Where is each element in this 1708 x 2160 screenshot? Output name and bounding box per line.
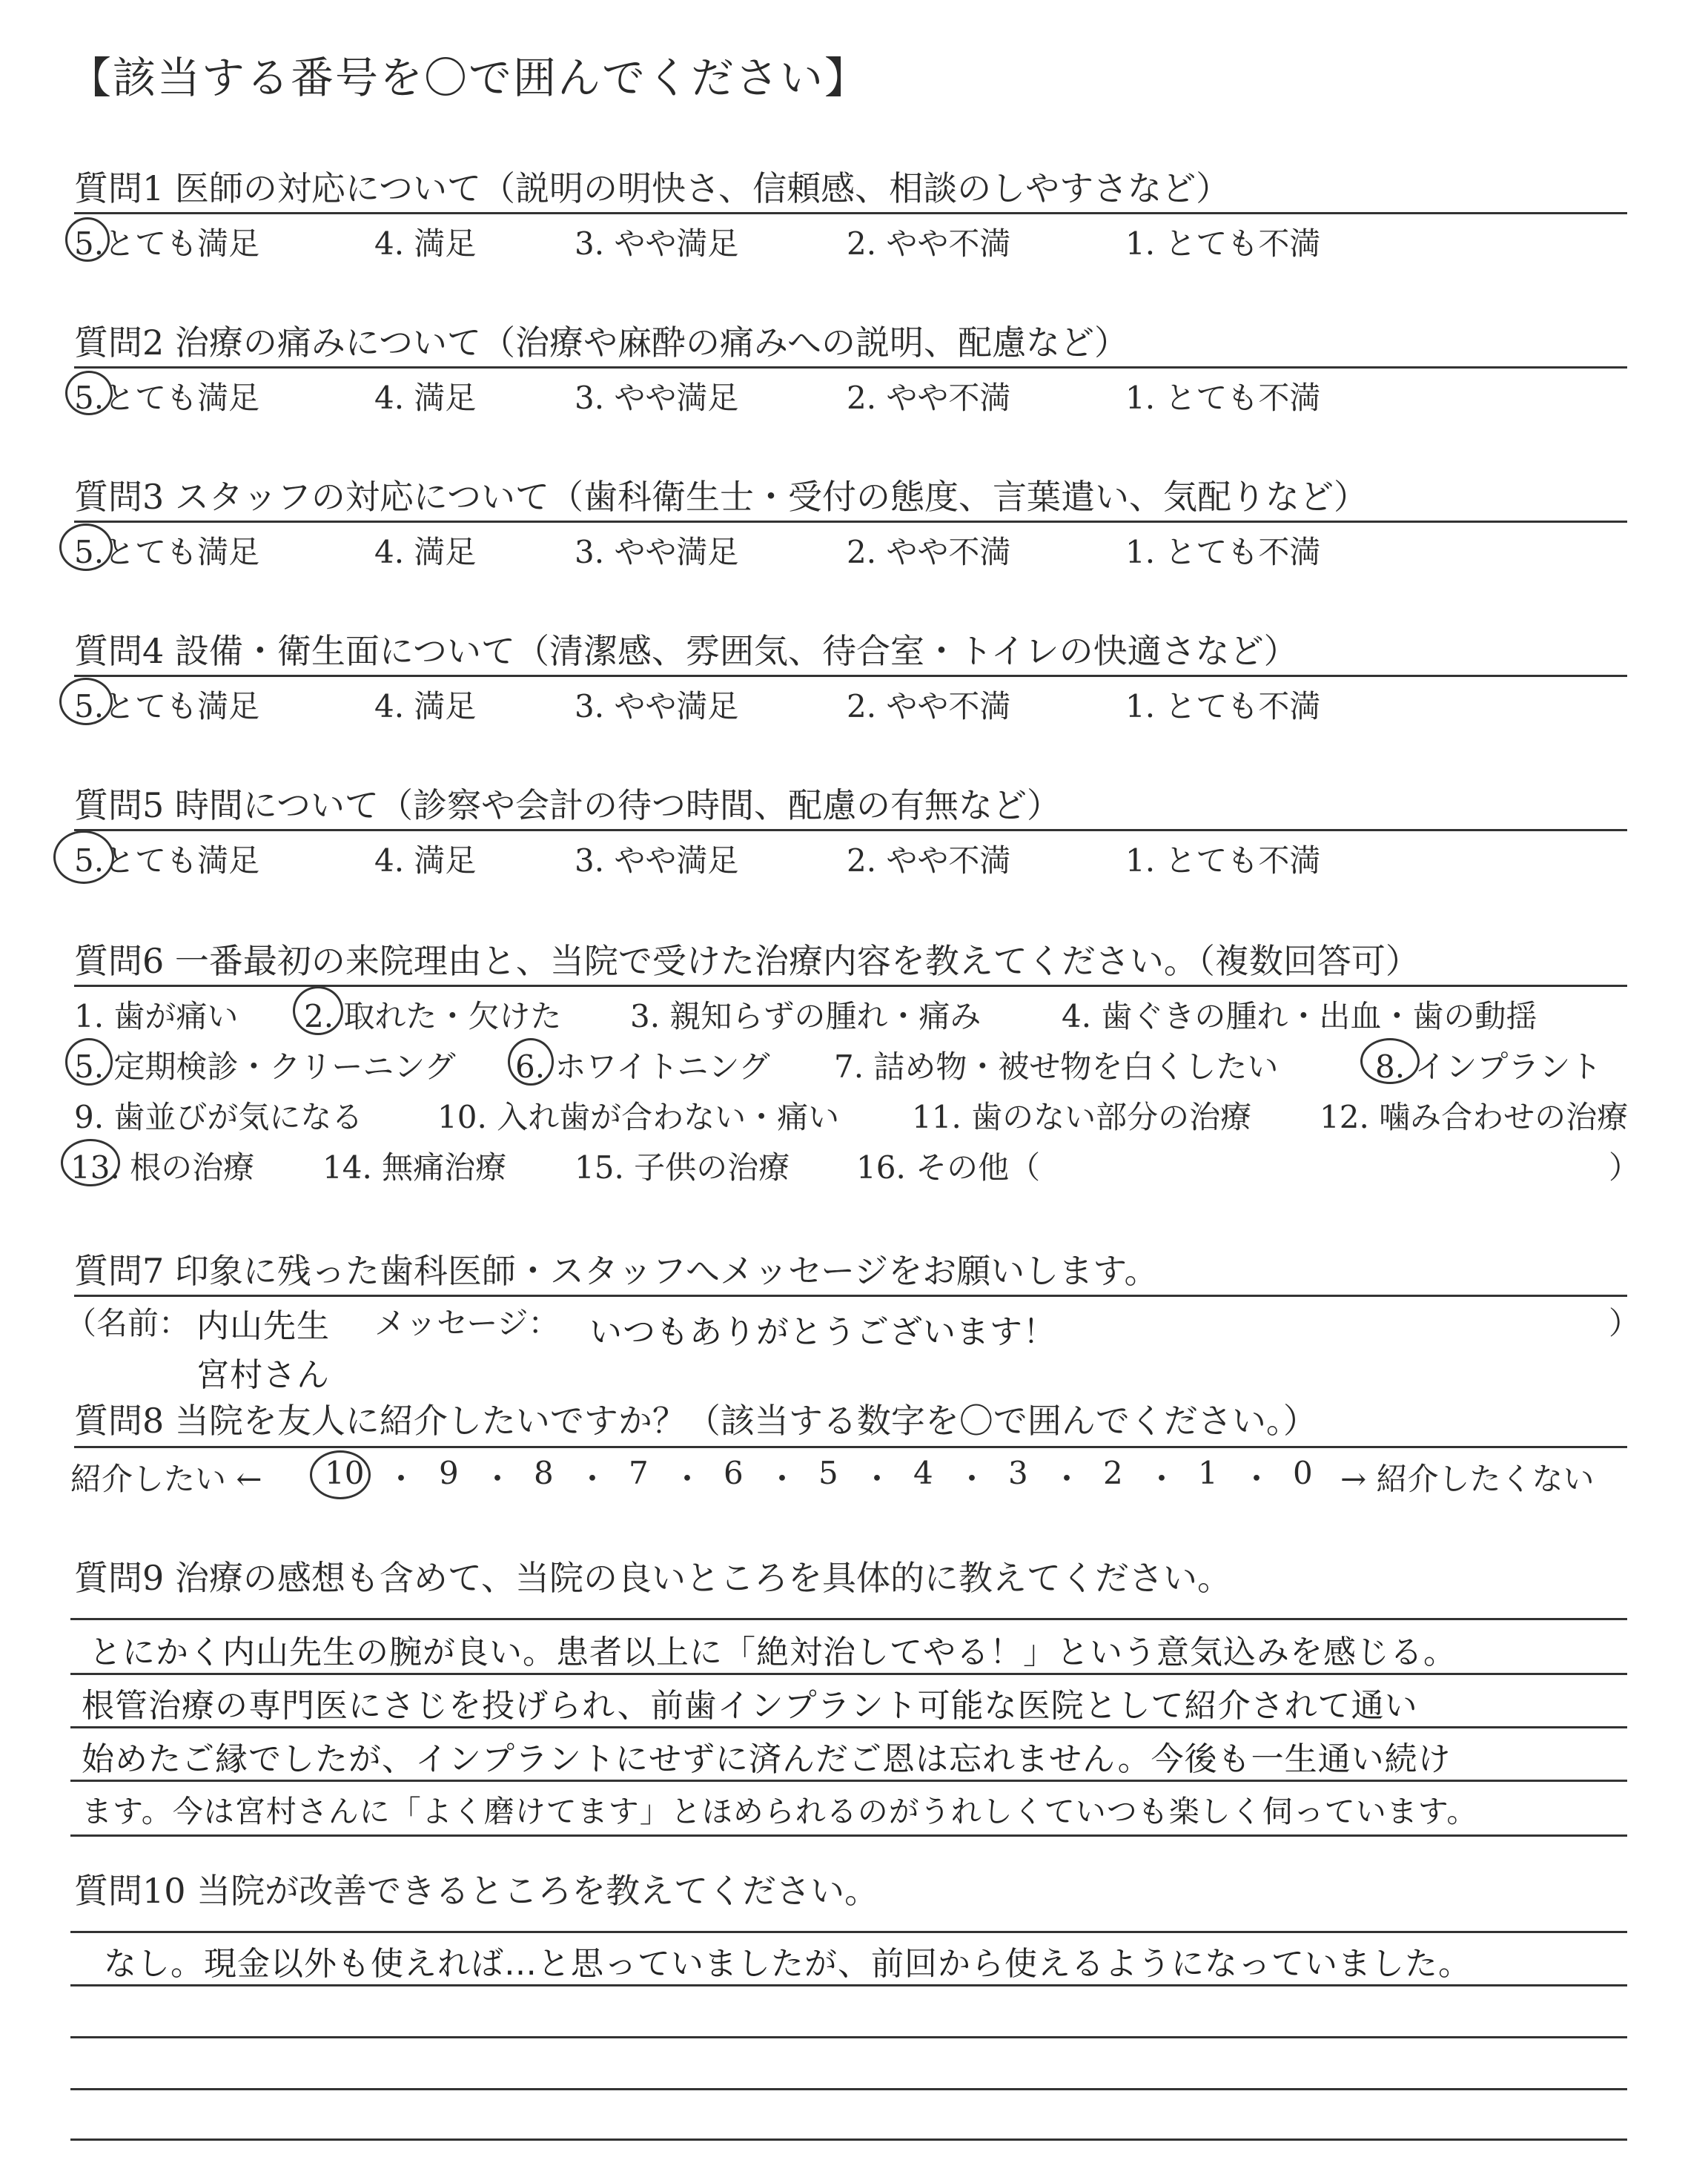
q6-option-16[interactable]: 16. その他（ [856, 1149, 1041, 1186]
q6-option-8[interactable]: 8. インプラント [1375, 1048, 1602, 1085]
q9-rule-1 [70, 1618, 1627, 1620]
q9-title: 質問9 治療の感想も含めて、当院の良いところを具体的に教えてください。 [74, 1558, 1231, 1598]
q6-option-14[interactable]: 14. 無痛治療 [322, 1149, 507, 1186]
q5-option-4[interactable]: 4. 満足 [374, 842, 477, 879]
q5-title: 質問5 時間について（診察や会計の待つ時間、配慮の有無など） [74, 785, 1061, 825]
q8-score-5[interactable]: 5 [818, 1455, 838, 1491]
q7-title: 質問7 印象に残った歯科医師・スタッフへメッセージをお願いします。 [74, 1251, 1159, 1291]
q9-rule-5 [70, 1834, 1627, 1837]
q9-answer-line-2[interactable]: 根管治療の専門医にさじを投げられ、前歯インプラント可能な医院として紹介されて通い [82, 1687, 1418, 1725]
q6-other-close-paren: ） [1609, 1149, 1641, 1186]
q8-separator: ・ [956, 1461, 988, 1497]
q3-option-4[interactable]: 4. 満足 [374, 534, 477, 570]
q2-option-3[interactable]: 3. やや満足 [575, 380, 739, 416]
q7-message-value[interactable]: いつもありがとうございます！ [589, 1313, 1056, 1351]
q8-score-1[interactable]: 1 [1198, 1455, 1218, 1491]
q8-separator: ・ [767, 1461, 798, 1497]
q8-separator: ・ [1241, 1461, 1273, 1497]
q6-option-15[interactable]: 15. 子供の治療 [575, 1149, 790, 1186]
q2-rule [74, 366, 1627, 369]
q8-score-8[interactable]: 8 [534, 1455, 554, 1491]
q8-score-9[interactable]: 9 [439, 1455, 459, 1491]
q4-option-2[interactable]: 2. やや不満 [847, 688, 1011, 724]
q5-option-1[interactable]: 1. とても不満 [1125, 842, 1321, 879]
q8-score-4[interactable]: 4 [913, 1455, 933, 1491]
q8-separator: ・ [1146, 1461, 1178, 1497]
q8-separator: ・ [1051, 1461, 1083, 1497]
q8-title: 質問8 当院を友人に紹介したいですか？（該当する数字を〇で囲んでください。） [74, 1401, 1317, 1441]
q2-option-5[interactable]: 5.とても満足 [74, 380, 260, 416]
q8-left-label: 紹介したい ← [70, 1461, 262, 1497]
q8-rule [74, 1446, 1627, 1448]
q9-rule-2 [70, 1673, 1627, 1675]
q8-separator: ・ [861, 1461, 893, 1497]
q8-right-label: → 紹介したくない [1340, 1461, 1595, 1497]
q6-option-2[interactable]: 2. 取れた・欠けた [304, 998, 562, 1034]
q8-separator: ・ [577, 1461, 609, 1497]
q9-answer-line-3[interactable]: 始めたご縁でしたが、インプラントにせずに済んだご恩は忘れません。今後も一生通い続け [82, 1740, 1452, 1778]
q6-option-1[interactable]: 1. 歯が痛い [74, 998, 239, 1034]
q7-name-value-2[interactable]: 宮村さん [196, 1356, 330, 1394]
q3-title: 質問3 スタッフの対応について（歯科衛生士・受付の態度、言葉遣い、気配りなど） [74, 477, 1368, 517]
q9-answer-line-4[interactable]: ます。今は宮村さんに「よく磨けてます」とほめられるのがうれしくていつも楽しく伺っています。 [82, 1794, 1478, 1829]
q10-rule-1 [70, 1931, 1627, 1933]
q8-score-10[interactable]: 10 [325, 1455, 365, 1491]
q8-score-2[interactable]: 2 [1103, 1455, 1123, 1491]
q4-rule [74, 675, 1627, 677]
q8-separator: ・ [385, 1461, 417, 1497]
q3-option-5[interactable]: 5.とても満足 [74, 534, 260, 570]
q10-rule-4 [70, 2088, 1627, 2090]
q10-title: 質問10 当院が改善できるところを教えてください。 [74, 1871, 879, 1911]
q10-rule-5 [70, 2138, 1627, 2141]
q5-option-3[interactable]: 3. やや満足 [575, 842, 739, 879]
q6-option-7[interactable]: 7. 詰め物・被せ物を白くしたい [834, 1048, 1279, 1085]
q10-answer-line-1[interactable]: なし。現金以外も使えれば…と思っていましたが、前回から使えるようになっていました。 [104, 1945, 1472, 1983]
q1-option-4[interactable]: 4. 満足 [374, 225, 477, 262]
q5-rule [74, 829, 1627, 831]
q2-option-4[interactable]: 4. 満足 [374, 380, 477, 416]
q6-option-5[interactable]: 5. 定期検診・クリーニング [74, 1048, 456, 1085]
q1-option-5[interactable]: 5.とても満足 [74, 225, 260, 262]
q7-rule [74, 1295, 1627, 1297]
q1-option-1[interactable]: 1. とても不満 [1125, 225, 1321, 262]
q6-option-4[interactable]: 4. 歯ぐきの腫れ・出血・歯の動揺 [1062, 998, 1537, 1034]
q6-option-9[interactable]: 9. 歯並びが気になる [74, 1099, 363, 1135]
q9-rule-3 [70, 1726, 1627, 1728]
q3-rule [74, 521, 1627, 523]
q10-rule-3 [70, 2036, 1627, 2038]
q9-rule-4 [70, 1780, 1627, 1782]
q2-option-2[interactable]: 2. やや不満 [847, 380, 1011, 416]
q6-option-3[interactable]: 3. 親知らずの腫れ・痛み [630, 998, 982, 1034]
q3-option-2[interactable]: 2. やや不満 [847, 534, 1011, 570]
q1-option-3[interactable]: 3. やや満足 [575, 225, 739, 262]
q8-score-0[interactable]: 0 [1293, 1455, 1313, 1491]
q4-title: 質問4 設備・衛生面について（清潔感、雰囲気、待合室・トイレの快適さなど） [74, 631, 1298, 671]
q4-option-5[interactable]: 5.とても満足 [74, 688, 260, 724]
q1-option-2[interactable]: 2. やや不満 [847, 225, 1011, 262]
q6-option-11[interactable]: 11. 歯のない部分の治療 [912, 1099, 1252, 1135]
q8-score-3[interactable]: 3 [1008, 1455, 1028, 1491]
q1-title: 質問1 医師の対応について（説明の明快さ、信頼感、相談のしやすさなど） [74, 168, 1231, 208]
q9-answer-line-1[interactable]: とにかく内山先生の腕が良い。患者以上に「絶対治してやる！」という意気込みを感じる。 [89, 1634, 1457, 1671]
q4-option-4[interactable]: 4. 満足 [374, 688, 477, 724]
q8-separator: ・ [672, 1461, 704, 1497]
q6-rule [74, 985, 1627, 987]
q7-name-value[interactable]: 内山先生 [196, 1307, 330, 1345]
q6-option-13[interactable]: 13. 根の治療 [70, 1149, 255, 1186]
q6-title: 質問6 一番最初の来院理由と、当院で受けた治療内容を教えてください。（複数回答可） [74, 941, 1420, 981]
q2-option-1[interactable]: 1. とても不満 [1125, 380, 1321, 416]
q4-option-3[interactable]: 3. やや満足 [575, 688, 739, 724]
q6-option-12[interactable]: 12. 噛み合わせの治療 [1320, 1099, 1629, 1135]
form-heading: 【該当する番号を〇で囲んでください】 [68, 53, 870, 103]
q6-option-6[interactable]: 6. ホワイトニング [515, 1048, 770, 1085]
q3-option-1[interactable]: 1. とても不満 [1125, 534, 1321, 570]
q3-option-3[interactable]: 3. やや満足 [575, 534, 739, 570]
q10-rule-2 [70, 1984, 1627, 1986]
q5-option-5[interactable]: 5.とても満足 [74, 842, 260, 879]
q8-separator: ・ [482, 1461, 514, 1497]
q8-score-6[interactable]: 6 [724, 1455, 744, 1491]
q5-option-2[interactable]: 2. やや不満 [847, 842, 1011, 879]
q6-option-10[interactable]: 10. 入れ歯が合わない・痛い [437, 1099, 840, 1135]
q4-option-1[interactable]: 1. とても不満 [1125, 688, 1321, 724]
q7-name-label: （名前： [65, 1305, 191, 1341]
q2-title: 質問2 治療の痛みについて（治療や麻酔の痛みへの説明、配慮など） [74, 323, 1129, 363]
q7-close-paren: ） [1609, 1305, 1641, 1341]
q8-score-7[interactable]: 7 [629, 1455, 649, 1491]
q1-rule [74, 212, 1627, 214]
q7-message-label: メッセージ： [374, 1305, 560, 1341]
